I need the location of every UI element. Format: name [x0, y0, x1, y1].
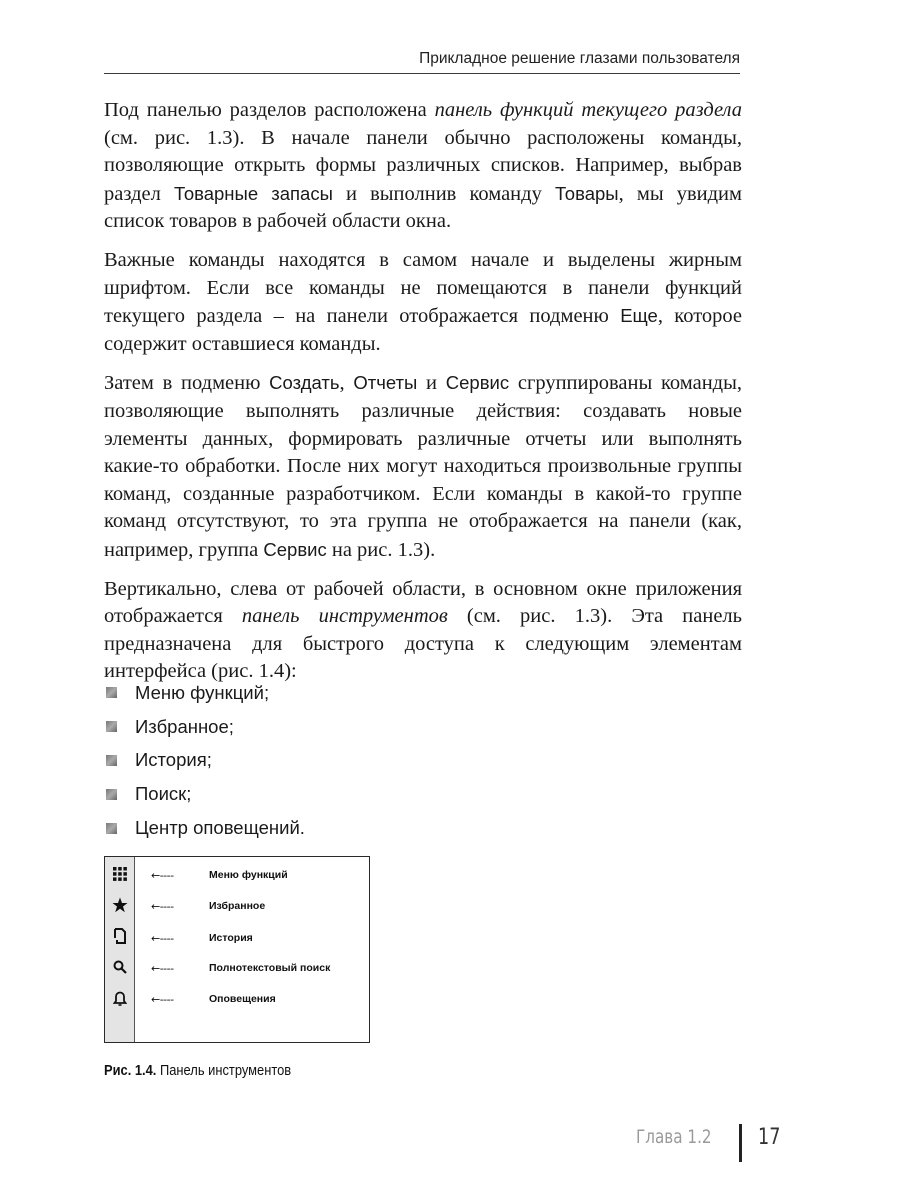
caption-text: Панель инструментов: [156, 1062, 292, 1079]
body-text: [104, 97, 742, 697]
list-item: Меню функций;: [104, 676, 604, 710]
toolbar-figure: [104, 856, 370, 1043]
paragraph-4: Вертикально, слева от рабочей области, в основном окне приложения отображается панель инструментов (см. рис. 1.3). Эта панель предназначена для быстрого доступа к следующим элементам интерфейса (рис. 1.4):: [104, 577, 742, 683]
footer-chapter: Глава 1.2: [636, 1126, 712, 1148]
figure-label: Избранное: [209, 900, 266, 912]
figure-label: Меню функций: [209, 869, 288, 881]
bullet-icon: [106, 823, 117, 834]
arrow-left-icon: ←----: [151, 992, 174, 1006]
toolbar-panel: [105, 857, 135, 1042]
command-name: Отчеты: [353, 372, 418, 394]
bullet-icon: [106, 755, 117, 766]
command-name: Создать: [269, 372, 340, 394]
running-title: Прикладное решение глазами пользователя: [419, 50, 740, 67]
figure-row: [151, 989, 276, 1009]
list-item: История;: [104, 744, 604, 778]
paragraph-1: Под панелью разделов расположена панель функций текущего раздела (см. рис. 1.3). В начале панели обычно расположены команды, позволяющие открыть формы различных списков. Например, выбрав раздел Товарные запасы и выполнив команду Товары, мы увидим список товаров в рабочей области окна.: [104, 99, 742, 233]
footer-divider: [739, 1124, 742, 1162]
caption-number: Рис. 1.4.: [104, 1062, 157, 1079]
list-item: Центр оповещений.: [104, 811, 604, 845]
bullet-icon: [106, 687, 117, 698]
figure-label: История: [209, 932, 253, 944]
figure-row: [151, 865, 288, 885]
command-name: Товары: [554, 182, 619, 204]
search-icon: [105, 955, 135, 979]
running-header: [104, 44, 740, 74]
figure-row: [151, 928, 253, 948]
arrow-left-icon: ←----: [151, 899, 174, 913]
command-name: Еще: [620, 305, 658, 327]
bell-icon: [105, 986, 135, 1010]
list-item: Поиск;: [104, 777, 604, 811]
figure-caption: [104, 1062, 291, 1079]
command-name: Товарные запасы: [173, 182, 333, 204]
figure-row: [151, 958, 330, 978]
term-toolbar: панель инструментов: [241, 605, 448, 628]
page-number: 17: [758, 1125, 781, 1150]
star-icon: [105, 893, 135, 917]
arrow-left-icon: ←----: [151, 961, 174, 975]
grid-icon: [105, 862, 135, 886]
figure-row: [151, 896, 265, 916]
bullet-list: [104, 676, 604, 845]
command-name: Сервис: [263, 538, 327, 560]
paragraph-3: Затем в подменю Создать, Отчеты и Сервис сгруппированы команды, позволяющие выполнять различные действия: создавать новые элементы данных, формировать различные отчеты или выполнять какие-то обработки. После них могут находиться произвольные группы команд, созданные разработчиком. Если команды в какой-то группе команд отсутствуют, то эта группа не отображается на панели (как, например, группа Сервис на рис. 1.3).: [104, 372, 742, 561]
bullet-icon: [106, 789, 117, 800]
arrow-left-icon: ←----: [151, 931, 174, 945]
figure-label: Полнотекстовый поиск: [209, 962, 331, 974]
paragraph-2: Важные команды находятся в самом начале и выделены жирным шрифтом. Если все команды не помещаются в панели функций текущего раздела – на панели отображается подменю Еще, которое содержит оставшиеся команды.: [104, 248, 742, 355]
history-icon: [105, 924, 135, 948]
figure-label: Оповещения: [209, 993, 276, 1005]
term-function-panel: панель функций текущего раздела: [434, 99, 742, 121]
list-item: Избранное;: [104, 710, 604, 744]
bullet-icon: [106, 721, 117, 732]
arrow-left-icon: ←----: [151, 868, 174, 882]
command-name: Сервис: [445, 372, 510, 394]
